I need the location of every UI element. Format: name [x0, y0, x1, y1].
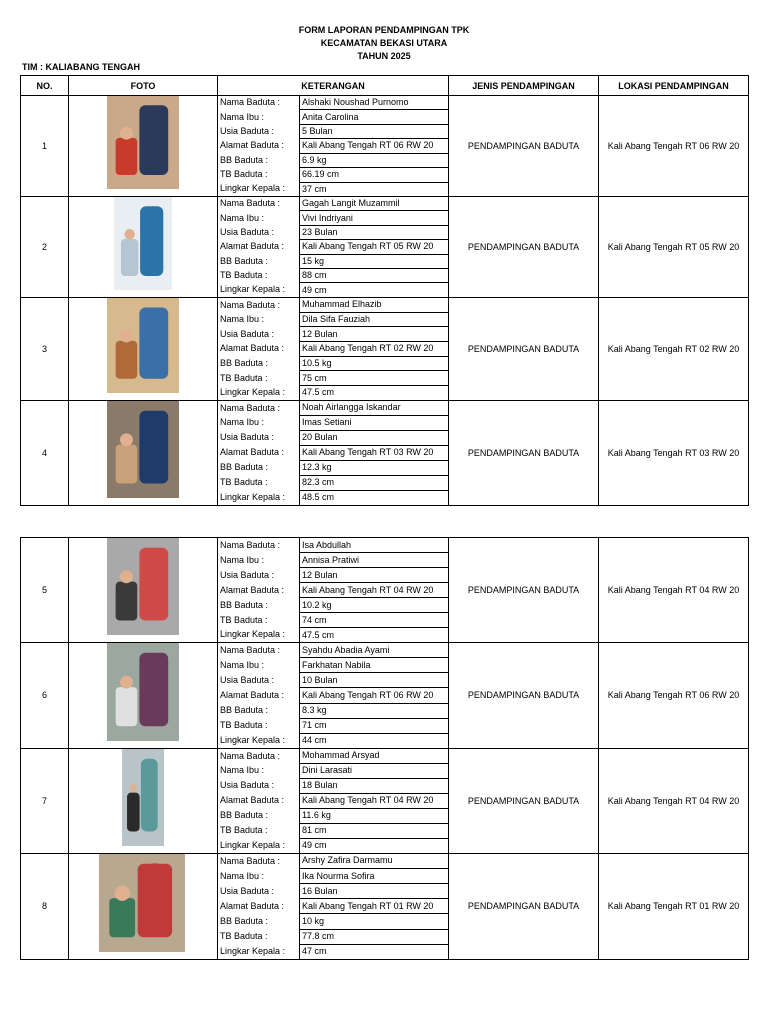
field-label: Nama Ibu : — [218, 553, 300, 568]
jenis-pendampingan: PENDAMPINGAN BADUTA — [449, 538, 599, 643]
field-label: Lingkar Kepala : — [218, 386, 300, 400]
keterangan-cell — [218, 196, 449, 297]
field-label: BB Baduta : — [218, 460, 300, 475]
photo-image — [99, 854, 185, 952]
field-value-lk: 49 cm — [300, 838, 449, 853]
field-label: Alamat Baduta : — [218, 793, 300, 808]
field-value-nama: Syahdu Abadia Ayami — [302, 644, 390, 655]
jenis-pendampingan: PENDAMPINGAN BADUTA — [449, 196, 599, 297]
field-label: TB Baduta : — [218, 718, 300, 733]
keterangan-table — [218, 538, 448, 642]
field-label: BB Baduta : — [218, 356, 300, 371]
table-row — [21, 400, 749, 505]
keterangan-cell — [218, 748, 449, 853]
photo-image — [107, 96, 179, 189]
field-label: Nama Baduta : — [218, 749, 300, 764]
keterangan-cell — [218, 297, 449, 400]
keterangan-table — [218, 643, 448, 748]
baduta-photo — [69, 96, 218, 197]
field-value-bb: 10.5 kg — [300, 356, 449, 371]
field-label: Nama Ibu : — [218, 869, 300, 884]
field-value-bb: 12.3 kg — [300, 460, 449, 475]
field-value-nama: Noah Airlangga Iskandar — [302, 402, 401, 413]
field-label: TB Baduta : — [218, 823, 300, 838]
photo-image — [107, 538, 179, 635]
field-label: BB Baduta : — [218, 808, 300, 823]
field-label: Nama Baduta : — [218, 197, 300, 211]
field-value-ibu: Dila Sifa Fauziah — [300, 312, 449, 327]
baduta-photo — [69, 400, 218, 505]
table-row — [21, 196, 749, 297]
field-value-tb: 77.8 cm — [300, 929, 449, 944]
field-value-usia: 20 Bulan — [300, 430, 449, 445]
keterangan-table — [218, 96, 448, 196]
field-value-alamat: Kali Abang Tengah RT 02 RW 20 — [300, 342, 449, 357]
field-label: Nama Baduta : — [218, 401, 300, 416]
field-value-usia: 12 Bulan — [300, 327, 449, 342]
table-row — [21, 96, 749, 197]
field-value-alamat: Kali Abang Tengah RT 04 RW 20 — [300, 793, 449, 808]
col-jenis-header: JENIS PENDAMPINGAN — [449, 76, 599, 96]
field-value-ibu: Imas Setiani — [300, 415, 449, 430]
field-label: Nama Ibu : — [218, 415, 300, 430]
field-label: Usia Baduta : — [218, 327, 300, 342]
photo-image — [114, 197, 172, 290]
field-label: Alamat Baduta : — [218, 240, 300, 254]
field-label: Alamat Baduta : — [218, 139, 300, 153]
field-value-bb: 15 kg — [300, 254, 449, 268]
field-value-bb: 8.3 kg — [300, 703, 449, 718]
field-label: TB Baduta : — [218, 269, 300, 283]
keterangan-cell — [218, 853, 449, 959]
field-label: Usia Baduta : — [218, 884, 300, 899]
field-label: Nama Ibu : — [218, 763, 300, 778]
field-label: Alamat Baduta : — [218, 342, 300, 357]
field-label: TB Baduta : — [218, 168, 300, 182]
field-label: Lingkar Kepala : — [218, 283, 300, 297]
lokasi-pendampingan: Kali Abang Tengah RT 01 RW 20 — [599, 853, 749, 959]
jenis-pendampingan: PENDAMPINGAN BADUTA — [449, 96, 599, 197]
keterangan-table — [218, 298, 448, 400]
keterangan-table — [218, 854, 448, 959]
keterangan-table — [218, 401, 448, 505]
field-label: Alamat Baduta : — [218, 445, 300, 460]
field-label: Lingkar Kepala : — [218, 838, 300, 853]
field-value-tb: 74 cm — [300, 613, 449, 628]
jenis-pendampingan: PENDAMPINGAN BADUTA — [449, 643, 599, 749]
field-label: Nama Ibu : — [218, 110, 300, 124]
field-label: Nama Baduta : — [218, 96, 300, 110]
field-value-nama: Muhammad Elhazib — [302, 299, 382, 310]
baduta-photo — [69, 643, 218, 749]
field-label: Nama Baduta : — [218, 538, 300, 553]
field-value-bb: 10 kg — [300, 914, 449, 929]
field-label: Usia Baduta : — [218, 124, 300, 138]
lokasi-pendampingan: Kali Abang Tengah RT 02 RW 20 — [599, 297, 749, 400]
field-label: BB Baduta : — [218, 914, 300, 929]
field-value-usia: 12 Bulan — [300, 568, 449, 583]
keterangan-cell — [218, 643, 449, 749]
col-foto-header: FOTO — [69, 76, 218, 96]
field-value-lk: 47.5 cm — [300, 386, 449, 400]
field-value-alamat: Kali Abang Tengah RT 05 RW 20 — [300, 240, 449, 254]
field-value-alamat: Kali Abang Tengah RT 01 RW 20 — [300, 899, 449, 914]
field-label: Alamat Baduta : — [218, 899, 300, 914]
field-label: BB Baduta : — [218, 153, 300, 167]
field-label: BB Baduta : — [218, 703, 300, 718]
form-title: FORM LAPORAN PENDAMPINGAN TPK — [298, 25, 470, 35]
field-value-ibu: Ika Nourma Sofira — [300, 869, 449, 884]
row-number: 8 — [21, 853, 69, 959]
field-label: Alamat Baduta : — [218, 688, 300, 703]
lokasi-pendampingan: Kali Abang Tengah RT 04 RW 20 — [599, 538, 749, 643]
lokasi-pendampingan: Kali Abang Tengah RT 04 RW 20 — [599, 748, 749, 853]
photo-image — [122, 749, 164, 846]
field-label: TB Baduta : — [218, 613, 300, 628]
field-value-bb: 10.2 kg — [300, 598, 449, 613]
field-value-nama: Isa Abdullah — [302, 539, 352, 550]
field-label: Lingkar Kepala : — [218, 490, 300, 505]
field-value-nama: Gagah Langit Muzammil — [302, 198, 400, 209]
field-value-usia: 18 Bulan — [300, 778, 449, 793]
field-value-alamat: Kali Abang Tengah RT 03 RW 20 — [300, 445, 449, 460]
field-label: Alamat Baduta : — [218, 583, 300, 598]
field-label: BB Baduta : — [218, 254, 300, 268]
field-label: Nama Baduta : — [218, 298, 300, 312]
baduta-photo — [69, 297, 218, 400]
keterangan-cell — [218, 96, 449, 197]
table-row — [21, 538, 749, 643]
baduta-photo — [69, 853, 218, 959]
table-header-row — [21, 76, 749, 96]
year-title: TAHUN 2025 — [357, 51, 411, 61]
lokasi-pendampingan: Kali Abang Tengah RT 06 RW 20 — [599, 643, 749, 749]
field-value-ibu: Vivi Indriyani — [300, 211, 449, 225]
lokasi-pendampingan: Kali Abang Tengah RT 03 RW 20 — [599, 400, 749, 505]
field-value-bb: 11.6 kg — [300, 808, 449, 823]
row-number: 5 — [21, 538, 69, 643]
field-value-alamat: Kali Abang Tengah RT 06 RW 20 — [300, 139, 449, 153]
field-label: Usia Baduta : — [218, 568, 300, 583]
field-value-alamat: Kali Abang Tengah RT 04 RW 20 — [300, 583, 449, 598]
field-value-tb: 71 cm — [300, 718, 449, 733]
col-keterangan-header: KETERANGAN — [218, 76, 449, 96]
row-number: 4 — [21, 400, 69, 505]
field-value-usia: 10 Bulan — [300, 673, 449, 688]
field-value-ibu: Annisa Pratiwi — [300, 553, 449, 568]
baduta-photo — [69, 538, 218, 643]
field-label: Usia Baduta : — [218, 673, 300, 688]
field-value-alamat: Kali Abang Tengah RT 06 RW 20 — [300, 688, 449, 703]
keterangan-table — [218, 749, 448, 853]
field-value-tb: 66.19 cm — [300, 168, 449, 182]
jenis-pendampingan: PENDAMPINGAN BADUTA — [449, 297, 599, 400]
field-value-ibu: Dini Larasati — [300, 763, 449, 778]
jenis-pendampingan: PENDAMPINGAN BADUTA — [449, 400, 599, 505]
field-label: Lingkar Kepala : — [218, 182, 300, 196]
row-number: 3 — [21, 297, 69, 400]
field-value-ibu: Farkhatan Nabila — [300, 658, 449, 673]
field-label: Lingkar Kepala : — [218, 628, 300, 643]
field-label: TB Baduta : — [218, 929, 300, 944]
field-value-lk: 44 cm — [300, 733, 449, 748]
row-number: 7 — [21, 748, 69, 853]
keterangan-cell — [218, 400, 449, 505]
field-label: BB Baduta : — [218, 598, 300, 613]
field-label: Lingkar Kepala : — [218, 733, 300, 748]
field-value-lk: 47 cm — [300, 944, 449, 959]
field-label: Lingkar Kepala : — [218, 944, 300, 959]
photo-image — [107, 643, 179, 741]
field-label: Usia Baduta : — [218, 225, 300, 239]
report-table-1 — [20, 75, 749, 506]
jenis-pendampingan: PENDAMPINGAN BADUTA — [449, 853, 599, 959]
table-row — [21, 643, 749, 749]
field-value-nama: Mohammad Arsyad — [302, 750, 380, 761]
keterangan-cell — [218, 538, 449, 643]
field-value-tb: 82.3 cm — [300, 475, 449, 490]
field-label: Nama Ibu : — [218, 312, 300, 327]
field-label: Usia Baduta : — [218, 430, 300, 445]
baduta-photo — [69, 748, 218, 853]
field-value-bb: 6.9 kg — [300, 153, 449, 167]
lokasi-pendampingan: Kali Abang Tengah RT 05 RW 20 — [599, 196, 749, 297]
row-number: 1 — [21, 96, 69, 197]
field-label: TB Baduta : — [218, 371, 300, 386]
lokasi-pendampingan: Kali Abang Tengah RT 06 RW 20 — [599, 96, 749, 197]
col-no-header: NO. — [21, 76, 69, 96]
field-value-nama: Alshaki Noushad Purnomo — [302, 97, 409, 108]
field-label: Nama Ibu : — [218, 658, 300, 673]
report-table-2 — [20, 537, 749, 960]
keterangan-table — [218, 197, 448, 297]
field-label: Nama Baduta : — [218, 643, 300, 658]
col-lokasi-header: LOKASI PENDAMPINGAN — [599, 76, 749, 96]
field-label: Nama Ibu : — [218, 211, 300, 225]
photo-image — [107, 401, 179, 498]
field-value-usia: 5 Bulan — [300, 124, 449, 138]
team-label: TIM : KALIABANG TENGAH — [22, 62, 140, 72]
row-number: 6 — [21, 643, 69, 749]
field-value-usia: 23 Bulan — [300, 225, 449, 239]
field-value-lk: 47.5 cm — [300, 628, 449, 643]
field-value-lk: 37 cm — [300, 182, 449, 196]
photo-image — [107, 298, 179, 393]
field-value-usia: 16 Bulan — [300, 884, 449, 899]
row-number: 2 — [21, 196, 69, 297]
field-value-lk: 48.5 cm — [300, 490, 449, 505]
field-label: TB Baduta : — [218, 475, 300, 490]
field-label: Nama Baduta : — [218, 854, 300, 869]
field-value-ibu: Anita Carolina — [300, 110, 449, 124]
jenis-pendampingan: PENDAMPINGAN BADUTA — [449, 748, 599, 853]
table-row — [21, 297, 749, 400]
baduta-photo — [69, 196, 218, 297]
field-value-lk: 49 cm — [300, 283, 449, 297]
table-row — [21, 853, 749, 959]
table-row — [21, 748, 749, 853]
field-label: Usia Baduta : — [218, 778, 300, 793]
district-title: KECAMATAN BEKASI UTARA — [320, 38, 448, 48]
field-value-tb: 81 cm — [300, 823, 449, 838]
field-value-tb: 75 cm — [300, 371, 449, 386]
field-value-nama: Arshy Zafira Darmamu — [302, 855, 393, 866]
field-value-tb: 88 cm — [300, 269, 449, 283]
